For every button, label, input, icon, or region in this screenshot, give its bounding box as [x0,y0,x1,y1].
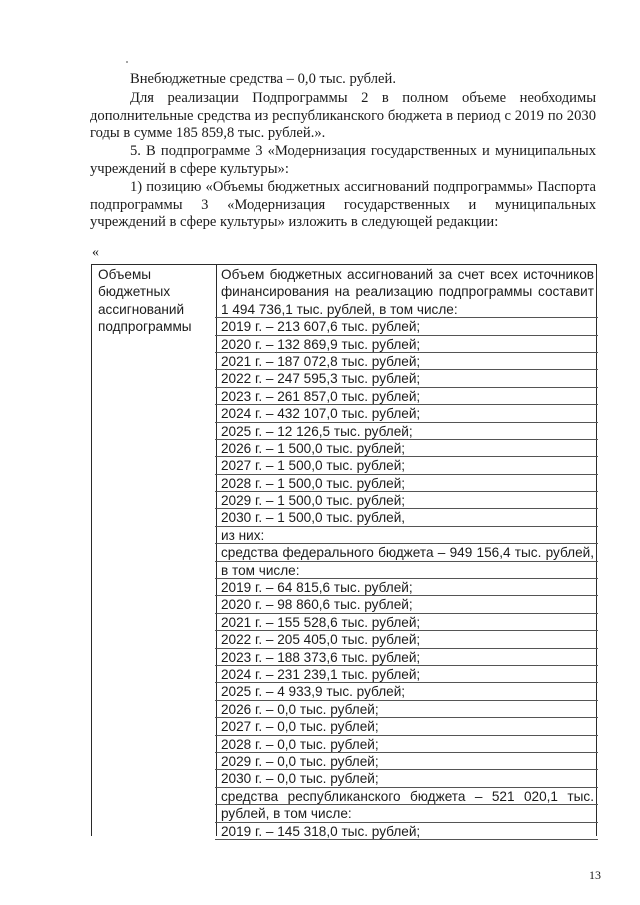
table-right-line [221,579,594,596]
table-right-line [221,492,594,509]
table-column-divider [216,265,217,836]
table-right-line [221,353,594,370]
table-right-line-text: 2029 г. – 1 500,0 тыс. рублей; [221,493,406,509]
table-right-line [221,388,594,405]
table-right-line-text: 2022 г. – 247 595,3 тыс. рублей; [221,371,421,387]
budget-table [91,264,597,839]
table-right-line-text: средства федерального бюджета – 949 156,4 тыс. рублей, [221,545,594,561]
left-cell-line: бюджетных [98,284,171,300]
table-right-line-text: финансирования на реализацию подпрограммы составит [221,284,594,300]
table-right-line-text: 2023 г. – 188 373,6 тыс. рублей; [221,649,421,665]
table-right-line-text: 2027 г. – 1 500,0 тыс. рублей; [221,458,406,474]
table-right-line [221,440,594,457]
scan-speck [126,61,128,63]
table-right-line-text: из них: [221,527,265,543]
table-right-line [221,701,594,718]
table-right-line-text: 2020 г. – 98 860,6 тыс. рублей; [221,597,413,613]
opening-quote: « [92,245,99,260]
table-right-line [221,423,594,440]
table-right-line-text: средства республиканского бюджета – 521 020,1 тыс. [221,788,594,804]
table-right-line [221,283,594,300]
row-rule [215,839,598,840]
table-left-cell [98,266,216,336]
subprogram3-paragraph: 5. В подпрограмме 3 «Модернизация государственных и муниципальных учреждений в сфере культуры»: [90,143,596,177]
table-right-line [221,527,594,544]
table-right-line-text: 2030 г. – 0,0 тыс. рублей; [221,771,379,787]
table-right-line [221,596,594,613]
left-cell-line: Объемы [98,267,152,282]
table-right-line-text: 1 494 736,1 тыс. рублей, в том числе: [221,301,458,317]
table-right-line [221,666,594,683]
table-right-line-text: 2030 г. – 1 500,0 тыс. рублей, [221,510,406,526]
table-right-line-text: 2021 г. – 187 072,8 тыс. рублей; [221,353,421,369]
table-right-line [221,318,594,335]
offbudget-line: Внебюджетные средства – 0,0 тыс. рублей. [130,71,396,87]
table-right-line-text: 2029 г. – 0,0 тыс. рублей; [221,753,379,769]
table-right-cell [221,266,594,840]
table-right-line-text: 2021 г. – 155 528,6 тыс. рублей; [221,614,421,630]
table-right-line [221,823,594,840]
left-cell-line: ассигнований [98,301,185,317]
table-right-line [221,457,594,474]
table-right-line-text: 2024 г. – 231 239,1 тыс. рублей; [221,666,421,682]
table-right-line [221,805,594,822]
table-right-line [221,509,594,526]
table-right-line-text: 2025 г. – 12 126,5 тыс. рублей; [221,423,413,439]
table-right-line-text: 2028 г. – 0,0 тыс. рублей; [221,736,379,752]
table-right-line-text: 2024 г. – 432 107,0 тыс. рублей; [221,406,421,422]
table-right-line-text: 2025 г. – 4 933,9 тыс. рублей; [221,684,406,700]
table-right-line-text: 2019 г. – 213 607,6 тыс. рублей; [221,319,421,335]
table-right-line-text: 2026 г. – 1 500,0 тыс. рублей; [221,440,406,456]
table-right-line-text: 2023 г. – 261 857,0 тыс. рублей; [221,388,421,404]
table-right-line-text: 2028 г. – 1 500,0 тыс. рублей; [221,475,406,491]
table-right-line-text: Объем бюджетных ассигнований за счет всех источников [221,267,594,282]
table-right-line [221,405,594,422]
table-right-line-text: в том числе: [221,562,300,578]
page-number: 13 [589,868,601,882]
table-right-line [221,649,594,666]
table-right-line [221,266,594,283]
table-right-line [221,614,594,631]
table-right-line-text: 2019 г. – 64 815,6 тыс. рублей; [221,580,413,596]
table-right-line-text: 2019 г. – 145 318,0 тыс. рублей; [221,823,421,839]
subprogram2-paragraph: Для реализации Подпрограммы 2 в полном объеме необходимы дополнительные средства из республиканского бюджета в период с 2019 по 2030 годы в сумме 185 859,8 тыс. рублей.». [90,90,596,141]
table-right-line-text: 2022 г. – 205 405,0 тыс. рублей; [221,632,421,648]
table-right-line [221,301,594,318]
table-right-line [221,736,594,753]
table-right-line [221,562,594,579]
table-right-line [221,336,594,353]
table-right-line-text: 2026 г. – 0,0 тыс. рублей; [221,701,379,717]
table-right-line [221,631,594,648]
table-right-line-text: рублей, в том числе: [221,806,352,822]
table-right-line [221,683,594,700]
table-right-line [221,544,594,561]
table-right-line [221,788,594,805]
table-right-line-text: 2027 г. – 0,0 тыс. рублей; [221,719,379,735]
table-right-line [221,770,594,787]
table-right-line [221,475,594,492]
table-right-line [221,753,594,770]
table-right-line [221,370,594,387]
table-right-line-text: 2020 г. – 132 869,9 тыс. рублей; [221,336,421,352]
table-right-line [221,718,594,735]
position-paragraph: 1) позицию «Объемы бюджетных ассигнований подпрограммы» Паспорта подпрограммы 3 «Модернизация государственных и муниципальных учреждений в сфере культуры» изложить в следующей редакции: [90,179,596,230]
left-cell-line: подпрограммы [98,319,192,335]
